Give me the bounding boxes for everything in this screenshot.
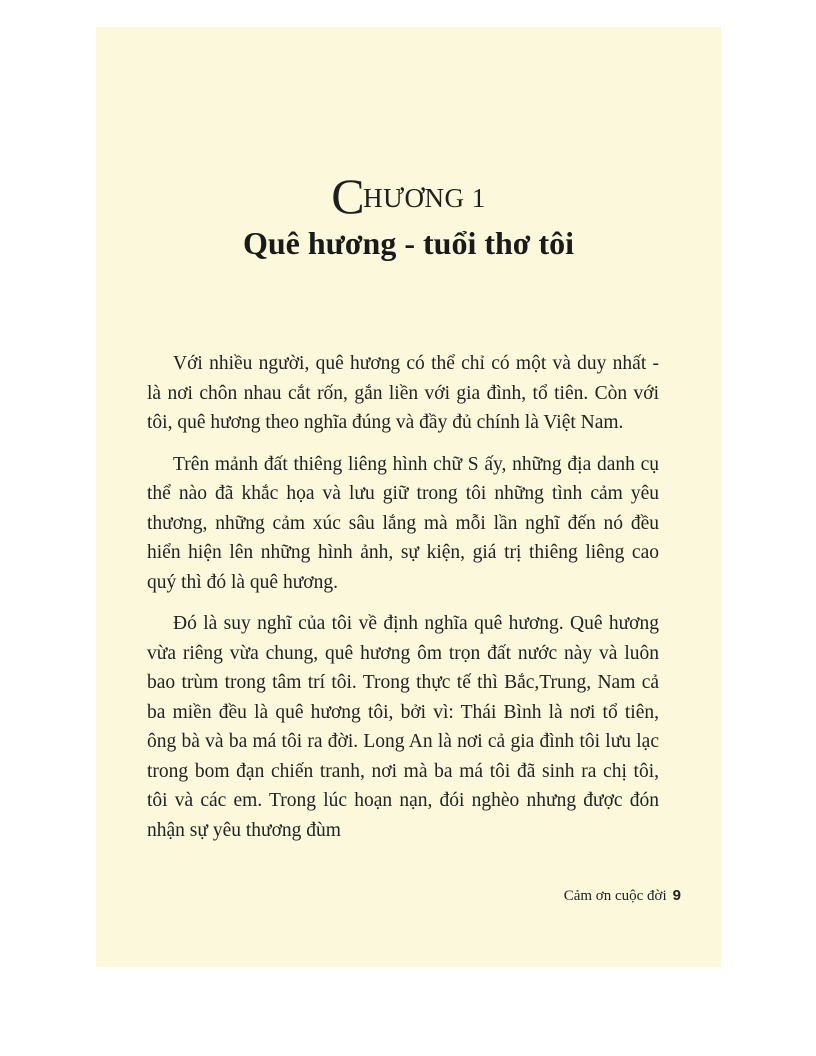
paragraph: Đó là suy nghĩ của tôi về định nghĩa quê hương. Quê hương vừa riêng vừa chung, quê hương ôm trọn đất nước này và luôn bao trùm trong tâm trí tôi. Trong thực tế thì Bắc,Trung, Nam cả ba miền đều là quê hương tôi, bởi vì: Thái Bình là nơi tổ tiên, ông bà và ba má tôi ra đời. Long An là nơi cả gia đình tôi lưu lạc trong bom đạn chiến tranh, nơi mà ba má tôi đã sinh ra chị tôi, tôi và các em. Trong lúc hoạn nạn, đói nghèo nhưng được đón nhận sự yêu thương đùm — [147, 613, 659, 841]
chapter-label-rest: HƯƠNG 1 — [363, 183, 486, 213]
body-text — [147, 349, 659, 857]
paragraph: Với nhiều người, quê hương có thể chỉ có một và duy nhất - là nơi chôn nhau cắt rốn, gắn liền với gia đình, tổ tiên. Còn với tôi, quê hương theo nghĩa đúng và đầy đủ chính là Việt Nam. — [147, 353, 659, 433]
page-footer — [564, 887, 681, 905]
page-number: 9 — [672, 887, 681, 904]
chapter-label-initial: C — [331, 168, 366, 224]
running-title: Cảm ơn cuộc đời — [563, 888, 667, 904]
chapter-title: Quê hương - tuổi thơ tôi — [242, 225, 575, 261]
paragraph: Trên mảnh đất thiêng liêng hình chữ S ấy, những địa danh cụ thể nào đã khắc họa và lưu giữ trong tôi những tình cảm yêu thương, những cảm xúc sâu lắng mà mỗi lần nghĩ đến nó đều hiển hiện lên những hình ảnh, sự kiện, giá trị thiêng liêng cao quý thì đó là quê hương. — [147, 453, 659, 593]
chapter-label — [96, 167, 721, 225]
book-page — [96, 27, 721, 967]
